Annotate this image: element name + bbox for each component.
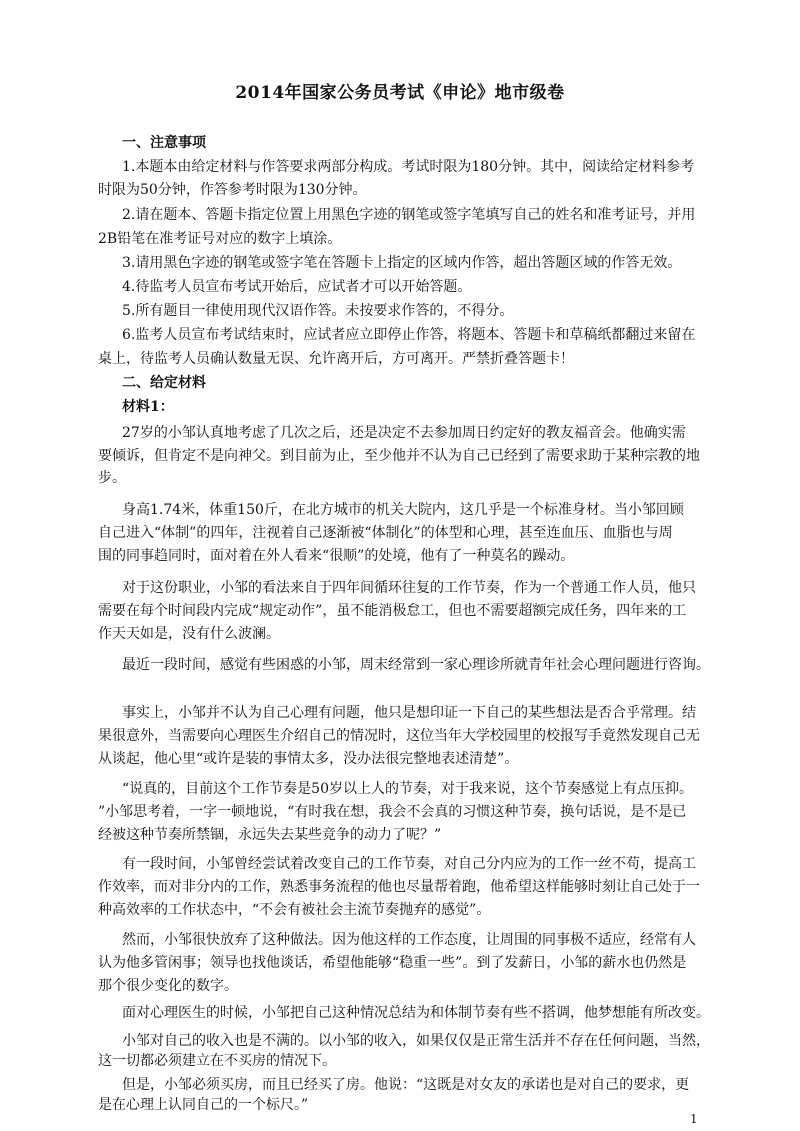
body-line: 那个很少变化的数字。 <box>98 978 238 994</box>
body-line: 从谈起，他心里“或许是装的事情太多，没办法很完整地表述清楚”。 <box>98 751 519 767</box>
notice-line: 1.本题本由给定材料与作答要求两部分构成。考试时限为180分钟。其中，阅读给定材料参考 <box>122 159 695 175</box>
body-line: 要倾诉，但肯定不是向神父。到目前为止，至少他并不认为自己已经到了需要求助于某种宗教的地 <box>98 448 700 464</box>
body-line: 作天天如是，没有什么波澜。 <box>98 626 280 642</box>
body-line: “说真的，目前这个工作节奏是50岁以上人的节奏，对于我来说，这个节奏感觉上有点压抑。 <box>122 781 693 797</box>
notice-line: 4.待监考人员宣布考试开始后，应试者才可以开始答题。 <box>122 279 472 295</box>
body-line: 但是，小邹必须买房，而且已经买了房。他说：“这既是对女友的承诺也是对自己的要求，更 <box>122 1077 690 1093</box>
section-heading-material: 二、给定材料 <box>122 375 206 391</box>
notice-line: 5.所有题目一律使用现代汉语作答。未按要求作答的，不得分。 <box>122 303 514 319</box>
body-line: 这一切都必须建立在不买房的情况下。 <box>98 1053 336 1069</box>
body-line: 对于这份职业，小邹的看法来自于四年间循环往复的工作节奏，作为一个普通工作人员，他只 <box>122 580 696 596</box>
body-line: 围的同事趋同时，面对着在外人看来“很顺”的处境，他有了一种莫名的躁动。 <box>98 548 575 564</box>
material-label: 材料1： <box>122 399 174 415</box>
document-title: 2014年国家公务员考试《申论》地市级卷 <box>235 83 565 103</box>
body-line: 果很意外，当需要向心理医生介绍自己的情况时，这位当年大学校园里的校报写手竟然发现自己无 <box>98 728 700 744</box>
body-line: 种高效率的工作状态中，“不会有被社会主流节奏抛弃的感觉”。 <box>98 902 491 918</box>
body-line: 事实上，小邹并不认为自己心理有问题，他只是想印证一下自己的某些想法是否合乎常理。结 <box>122 705 696 721</box>
body-line: 身高1.74米，体重150斤，在北方城市的机关大院内，这几乎是一个标准身材。当小邹回顾 <box>122 502 684 518</box>
body-line: 有一段时间，小邹曾经尝试着改变自己的工作节奏，对自己分内应为的工作一丝不苟，提高工 <box>122 856 696 872</box>
body-line: 27岁的小邹认真地考虑了几次之后，还是决定不去参加周日约定好的教友福音会。他确实需 <box>122 425 686 441</box>
body-line: 需要在每个时间段内完成“规定动作”，虽不能消极怠工，但也不需要超额完成任务，四年来的工 <box>98 603 687 619</box>
body-line: ”小邹思考着，一字一顿地说，“有时我在想，我会不会真的习惯这种节奏，换句话说，是不是已 <box>98 804 687 820</box>
body-line: 最近一段时间，感觉有些困惑的小邹，周末经常到一家心理诊所就青年社会心理问题进行咨询。 <box>122 657 710 673</box>
body-line: 面对心理医生的时候，小邹把自己这种情况总结为和体制节奏有些不搭调，他梦想能有所改变。 <box>122 1005 710 1021</box>
notice-line: 时限为50分钟，作答参考时限为130分钟。 <box>98 182 367 198</box>
notice-line: 3.请用黑色字迹的钢笔或签字笔在答题卡上指定的区域内作答，超出答题区域的作答无效。 <box>122 255 682 271</box>
notice-line: 桌上，待监考人员确认数量无误、允许离开后，方可离开。严禁折叠答题卡！ <box>98 351 574 367</box>
page-number: 1 <box>690 1112 698 1126</box>
section-heading-notice: 一、注意事项 <box>122 135 206 151</box>
notice-line: 6.监考人员宣布考试结束时，应试者应立即停止作答，将题本、答题卡和草稿纸都翻过来留在 <box>122 327 696 343</box>
body-line: 然而，小邹很快放弃了这种做法。因为他这样的工作态度，让周围的同事极不适应，经常有人 <box>122 932 696 948</box>
body-line: 经被这种节奏所禁锢，永远失去某些竞争的动力了呢？” <box>98 827 442 843</box>
body-line: 步。 <box>98 470 126 486</box>
body-line: 认为他多管闲事；领导也找他谈话，希望他能够“稳重一些”。到了发薪日，小邹的薪水也仍然是 <box>98 955 687 971</box>
notice-line: 2B铅笔在准考证号对应的数字上填涂。 <box>98 231 342 247</box>
body-line: 是在心理上认同自己的一个标尺。” <box>98 1097 309 1113</box>
body-line: 小邹对自己的收入也是不满的。以小邹的收入，如果仅仅是正常生活并不存在任何问题，当然， <box>122 1033 710 1049</box>
body-line: 作效率，而对非分内的工作，熟悉事务流程的他也尽量帮着跑，他希望这样能够时刻让自己处于一 <box>98 879 700 895</box>
notice-line: 2.请在题本、答题卡指定位置上用黑色字迹的钢笔或签字笔填写自己的姓名和准考证号，并用 <box>122 207 696 223</box>
body-line: 自己进入“体制”的四年，注视着自己逐渐被“体制化”的体型和心理，甚至连血压、血脂也与周 <box>98 525 673 541</box>
